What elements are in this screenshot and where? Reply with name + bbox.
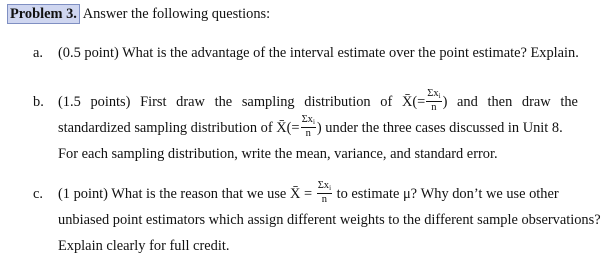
xbar-symbol: X̄ <box>276 120 287 136</box>
fraction <box>301 115 316 139</box>
problem-label: Problem 3. <box>7 4 80 24</box>
sample-mean-formula <box>402 89 447 115</box>
question-c-line-3: Explain clearly for full credit. <box>58 238 230 254</box>
text: to estimate μ? Why don’t we use other <box>336 186 559 202</box>
word: First <box>140 94 167 110</box>
formula-close: ) <box>316 120 322 136</box>
fraction-numerator: Σx <box>427 87 439 99</box>
problem-instruction: Answer the following questions: <box>82 6 271 22</box>
word: draw <box>521 94 551 110</box>
question-b-line-2 <box>58 115 578 141</box>
xbar-symbol: X̄ <box>289 186 301 202</box>
question-b-line-3: For each sampling distribution, write the mean, variance, and standard error. <box>58 146 498 162</box>
question-b-line-1 <box>58 89 578 115</box>
problem-header <box>7 4 270 24</box>
question-c-marker: c. <box>33 186 43 202</box>
question-c-line-1 <box>58 181 578 207</box>
subscript: i <box>438 91 441 100</box>
xbar-symbol: X̄ <box>401 94 413 110</box>
fraction-numerator: Σx <box>317 179 330 191</box>
question-c-line-2: unbiased point estimators which assign different weights to the different sample observations? <box>58 212 601 228</box>
fraction <box>426 89 441 113</box>
fraction-denominator: n <box>431 101 437 113</box>
word: of <box>380 94 393 110</box>
text: standardized sampling distribution of <box>58 120 273 136</box>
fraction-denominator: n <box>321 193 327 205</box>
fraction-numerator: Σx <box>301 113 313 125</box>
question-b <box>33 89 578 169</box>
word: sampling <box>241 94 295 110</box>
word: then <box>487 94 513 110</box>
question-b-marker: b. <box>33 94 44 110</box>
word: and <box>457 94 478 110</box>
text: (1 point) What is the reason that we use <box>58 186 287 202</box>
fraction-denominator: n <box>305 127 311 139</box>
question-a <box>33 40 578 66</box>
word: distribution <box>304 94 371 110</box>
word: draw <box>176 94 205 110</box>
subscript: i <box>312 117 315 126</box>
word: the <box>214 94 233 110</box>
equals-sign: = <box>303 186 313 202</box>
subscript: i <box>329 183 332 192</box>
formula-open: (= <box>286 120 300 136</box>
question-a-marker: a. <box>33 45 43 61</box>
fraction <box>317 181 332 205</box>
word: (1.5 <box>58 94 81 110</box>
question-a-text: (0.5 point) What is the advantage of the interval estimate over the point estimate? Explain. <box>58 45 579 61</box>
formula-close: ) <box>442 94 448 110</box>
word: points) <box>90 94 131 110</box>
formula-open: (= <box>412 94 426 110</box>
word: the <box>560 94 578 110</box>
text: under the three cases discussed in Unit 8. <box>325 120 563 136</box>
question-c <box>33 179 601 261</box>
